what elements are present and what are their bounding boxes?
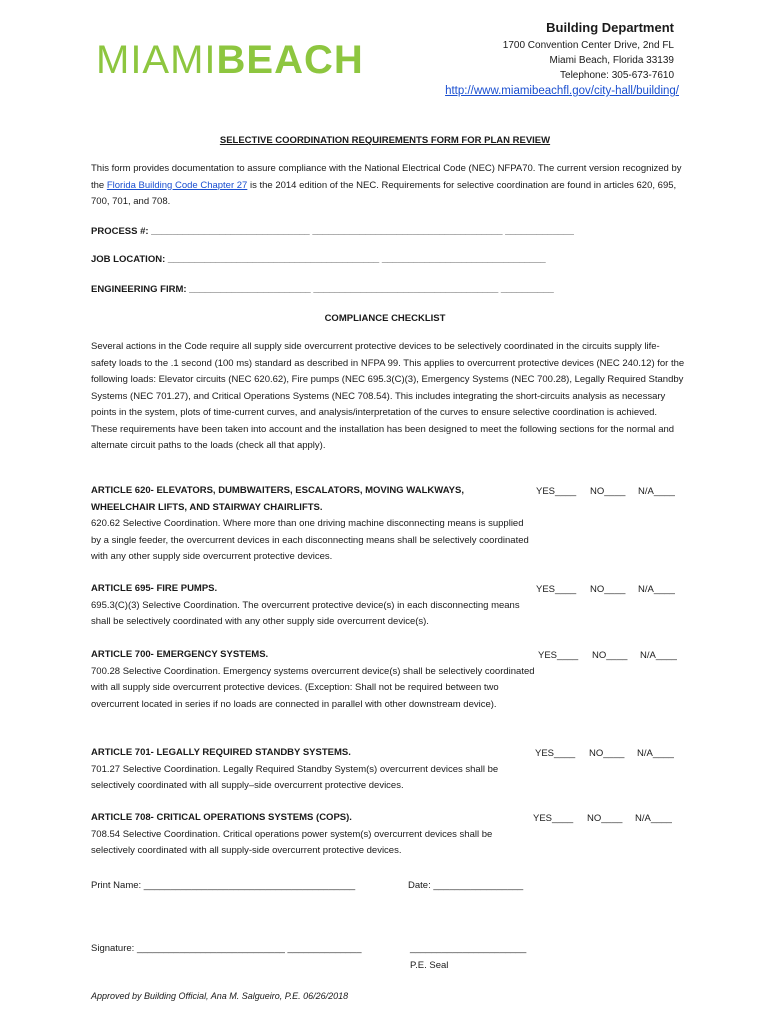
telephone: Telephone: 305-673-7610 bbox=[560, 70, 674, 81]
article-701-yes[interactable]: YES____ bbox=[535, 748, 576, 759]
intro-text-after-link: is the 2014 edition of the NEC. Requirements for selective coordination are found in articles 620, 695, 700, 701, and 708. bbox=[91, 179, 677, 207]
miami-beach-logo bbox=[96, 38, 364, 82]
department-title: Building Department bbox=[546, 20, 674, 35]
form-title: SELECTIVE COORDINATION REQUIREMENTS FORM FOR PLAN REVIEW bbox=[219, 135, 551, 146]
approval-footer: Approved by Building Official, Ana M. Salgueiro, P.E. 06/26/2018 bbox=[91, 991, 349, 1001]
article-620-body: 620.62 Selective Coordination. Where more than one driving machine disconnecting means is supplied by a single feeder, the overcurrent devices in each disconnecting means shall be selectively coordinated with any other supply side overcurrent protective devices. bbox=[91, 518, 529, 562]
process-number-field[interactable]: PROCESS #: ______________________________ ____________________________________ _____________ bbox=[91, 226, 574, 237]
article-708-na[interactable]: N/A____ bbox=[635, 813, 672, 824]
article-700-heading: ARTICLE 700- EMERGENCY SYSTEMS. bbox=[91, 649, 269, 660]
job-location-field[interactable]: JOB LOCATION: ________________________________________ _______________________________ bbox=[91, 254, 546, 265]
article-701 bbox=[91, 745, 531, 795]
intro-paragraph bbox=[91, 161, 683, 211]
article-695-no[interactable]: NO____ bbox=[590, 584, 626, 595]
pe-seal-line[interactable]: ______________________ bbox=[410, 943, 527, 954]
article-620 bbox=[91, 483, 531, 566]
article-695 bbox=[91, 581, 531, 631]
department-url-link[interactable]: http://www.miamibeachfl.gov/city-hall/building/ bbox=[445, 85, 679, 97]
compliance-checklist-heading: COMPLIANCE CHECKLIST bbox=[324, 313, 446, 324]
article-695-na[interactable]: N/A____ bbox=[638, 584, 675, 595]
florida-building-code-link[interactable]: Florida Building Code Chapter 27 bbox=[106, 179, 248, 191]
article-695-heading: ARTICLE 695- FIRE PUMPS. bbox=[91, 583, 218, 594]
print-name-field[interactable]: Print Name: ________________________________________ bbox=[91, 880, 356, 891]
article-708 bbox=[91, 810, 531, 860]
article-701-na[interactable]: N/A____ bbox=[637, 748, 674, 759]
article-708-no[interactable]: NO____ bbox=[587, 813, 623, 824]
intro-text-before-link: This form provides documentation to assure compliance with the National Electrical Code (NEC) NFPA70. The current version recognized by the bbox=[91, 163, 682, 191]
article-620-na[interactable]: N/A____ bbox=[638, 486, 675, 497]
article-701-no[interactable]: NO____ bbox=[589, 748, 625, 759]
signature-field[interactable]: Signature: ____________________________ ______________ bbox=[91, 943, 362, 954]
address-line-2: Miami Beach, Florida 33139 bbox=[549, 55, 674, 66]
article-620-no[interactable]: NO____ bbox=[590, 486, 626, 497]
article-700-no[interactable]: NO____ bbox=[592, 650, 628, 661]
logo-miami-text: MIAMI bbox=[96, 38, 217, 82]
article-701-heading: ARTICLE 701- LEGALLY REQUIRED STANDBY SYSTEMS. bbox=[91, 747, 351, 758]
article-620-heading: ARTICLE 620- ELEVATORS, DUMBWAITERS, ESCALATORS, MOVING WALKWAYS, WHEELCHAIR LIFTS, AND STAIRWAY CHAIRLIFTS. bbox=[91, 485, 464, 513]
article-708-heading: ARTICLE 708- CRITICAL OPERATIONS SYSTEMS (COPS). bbox=[91, 812, 352, 823]
date-field[interactable]: Date: _________________ bbox=[408, 880, 524, 891]
article-700-na[interactable]: N/A____ bbox=[640, 650, 677, 661]
article-700 bbox=[91, 647, 539, 713]
article-708-yes[interactable]: YES____ bbox=[533, 813, 574, 824]
article-700-body: 700.28 Selective Coordination. Emergency systems overcurrent device(s) shall be selectively coordinated with all supply side overcurrent protective devices. (Exception: Shall not be required between two overcurrent located in series if no loads are connected in parallel with other downstream device). bbox=[91, 665, 535, 710]
engineering-firm-field[interactable]: ENGINEERING FIRM: _______________________ ___________________________________ __________ bbox=[91, 284, 554, 295]
article-700-yes[interactable]: YES____ bbox=[538, 650, 579, 661]
article-620-yes[interactable]: YES____ bbox=[536, 486, 577, 497]
checklist-intro-paragraph: Several actions in the Code require all supply side overcurrent protective devices to be selectively coordinated in the circuits supply life-safety loads to the .1 second (100 ms) standard as described in NFPA 99. This applies to overcurrent protective devices (NEC 240.12) for the following loads: Elevator circuits (NEC 620.62), Fire pumps (NEC 695.3(C)(3), Emergency Systems (NEC 700.28), Legally Required Standby Systems (NEC 701.27), and Critical Operations Systems (NEC 708.54). This includes integrating the short-circuits analysis as necessary points in the system, plots of time-current curves, and analysis/interpretation of the curves to ensure selective coordination is achieved. These requirements have been taken into account and the installation has been designed to meet the following sections for the normal and alternate circuit paths to the loads (check all that apply). bbox=[91, 341, 685, 451]
pe-seal-label: P.E. Seal bbox=[410, 960, 449, 971]
article-695-yes[interactable]: YES____ bbox=[536, 584, 577, 595]
logo-beach-text: BEACH bbox=[216, 38, 364, 82]
article-695-body: 695.3(C)(3) Selective Coordination. The overcurrent protective device(s) in each disconnecting means shall be selectively coordinated with any other supply side overcurrent device(s). bbox=[91, 599, 520, 627]
article-708-body: 708.54 Selective Coordination. Critical operations power system(s) overcurrent devices shall be selectively coordinated with all supply-side overcurrent protective devices. bbox=[91, 828, 493, 856]
address-line-1: 1700 Convention Center Drive, 2nd FL bbox=[502, 40, 674, 51]
article-701-body: 701.27 Selective Coordination. Legally Required Standby System(s) overcurrent devices shall be selectively coordinated with all supply–side overcurrent protective devices. bbox=[91, 763, 499, 791]
